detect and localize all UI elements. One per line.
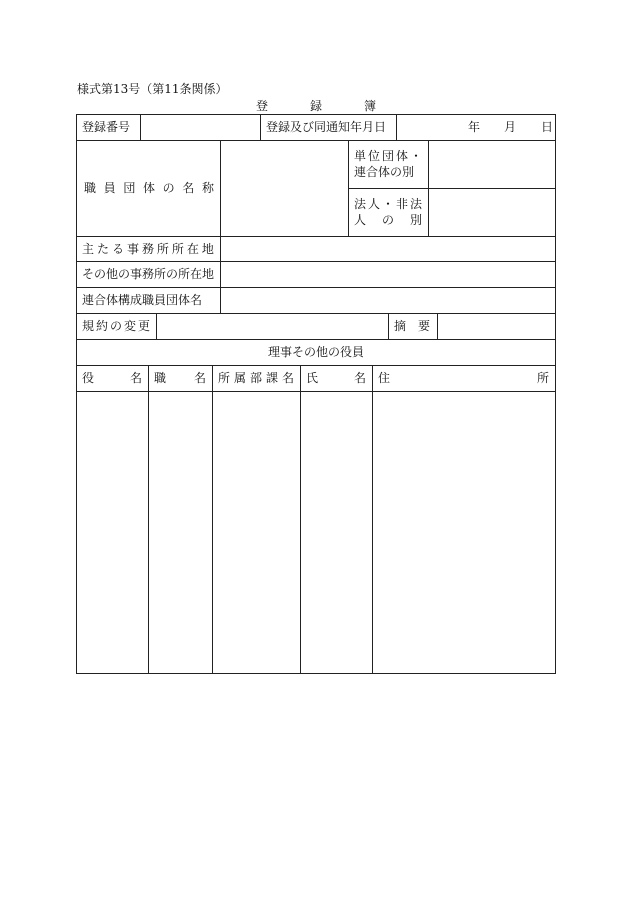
border-line [437, 313, 438, 339]
member-organizations-label: 連合体構成職員団体名 [82, 293, 203, 307]
title-char: 登 [255, 99, 268, 113]
summary-label: 摘 要 [394, 319, 430, 333]
border-line [76, 673, 556, 674]
border-line [260, 114, 261, 140]
column-header-position: 役 名 [82, 371, 142, 385]
organization-name-label: 職 員 団 体 の 名 称 [84, 181, 214, 195]
document-title [76, 97, 556, 114]
border-line [348, 140, 349, 236]
column-header-name: 氏 名 [306, 371, 366, 385]
border-line [220, 140, 221, 313]
border-line [156, 313, 157, 339]
date-unit-day: 日 [541, 120, 554, 134]
column-header-address: 住 所 [378, 371, 549, 385]
rules-change-label: 規 約 の 変 更 [82, 319, 150, 333]
border-line [396, 114, 397, 140]
border-line [428, 140, 429, 236]
border-line [372, 365, 373, 673]
border-line [140, 114, 141, 140]
date-unit-month: 月 [504, 120, 517, 134]
unit-type-label: 単 位 団 体 ・ 連合体の別 [354, 149, 422, 179]
title-char: 簿 [364, 99, 377, 113]
registration-date-label: 登録及び同通知年月日 [266, 120, 387, 134]
border-line [555, 114, 556, 673]
date-unit-year: 年 [468, 120, 481, 134]
registration-number-label: 登録番号 [82, 120, 131, 134]
officers-section-title: 理事その他の役員 [267, 345, 364, 359]
border-line [148, 365, 149, 673]
form-number: 様式第13号（第11条関係） [77, 82, 228, 96]
border-line [76, 114, 77, 673]
border-line [212, 365, 213, 673]
main-office-address-label: 主 た る 事 務 所 所 在 地 [82, 241, 214, 256]
border-line [388, 313, 389, 339]
column-header-department: 所 属 部 課 名 [218, 371, 294, 385]
corporate-type-label: 法 人 ・ 非 法 人 の 別 [354, 197, 422, 227]
border-line [300, 365, 301, 673]
title-char: 録 [309, 99, 322, 113]
column-header-job-title: 職 名 [154, 371, 206, 385]
other-office-address-label: その他の事務所の所在地 [82, 267, 215, 281]
